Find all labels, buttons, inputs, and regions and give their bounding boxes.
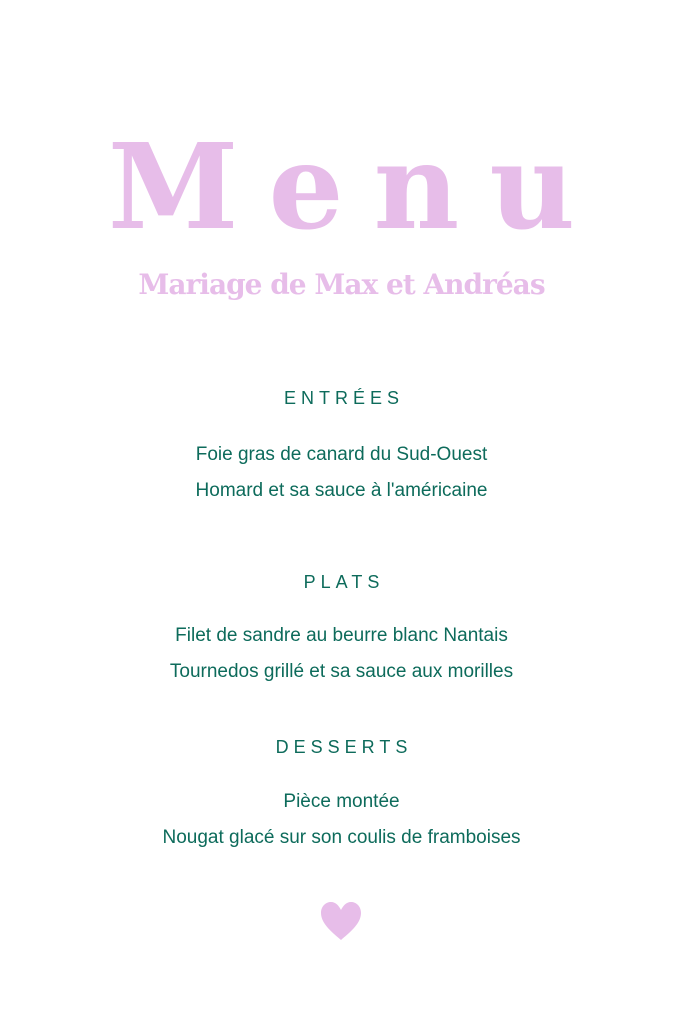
section-heading-plats: PLATS <box>303 572 385 592</box>
section-heading-entrees: ENTRÉES <box>283 388 405 408</box>
dish-item: Filet de sandre au beurre blanc Nantais <box>175 625 508 646</box>
menu-title: Menu <box>107 117 606 256</box>
dish-item: Pièce montée <box>283 791 400 812</box>
heart-icon <box>319 900 363 944</box>
menu-subtitle: Mariage de Max et Andréas <box>138 268 545 301</box>
dish-item: Tournedos grillé et sa sauce aux morilles <box>169 661 514 682</box>
section-heading-desserts: DESSERTS <box>275 737 413 757</box>
dish-item: Foie gras de canard du Sud-Ouest <box>195 444 488 465</box>
dish-item: Nougat glacé sur son coulis de framboises <box>162 827 521 848</box>
dish-item: Homard et sa sauce à l'américaine <box>195 480 488 501</box>
